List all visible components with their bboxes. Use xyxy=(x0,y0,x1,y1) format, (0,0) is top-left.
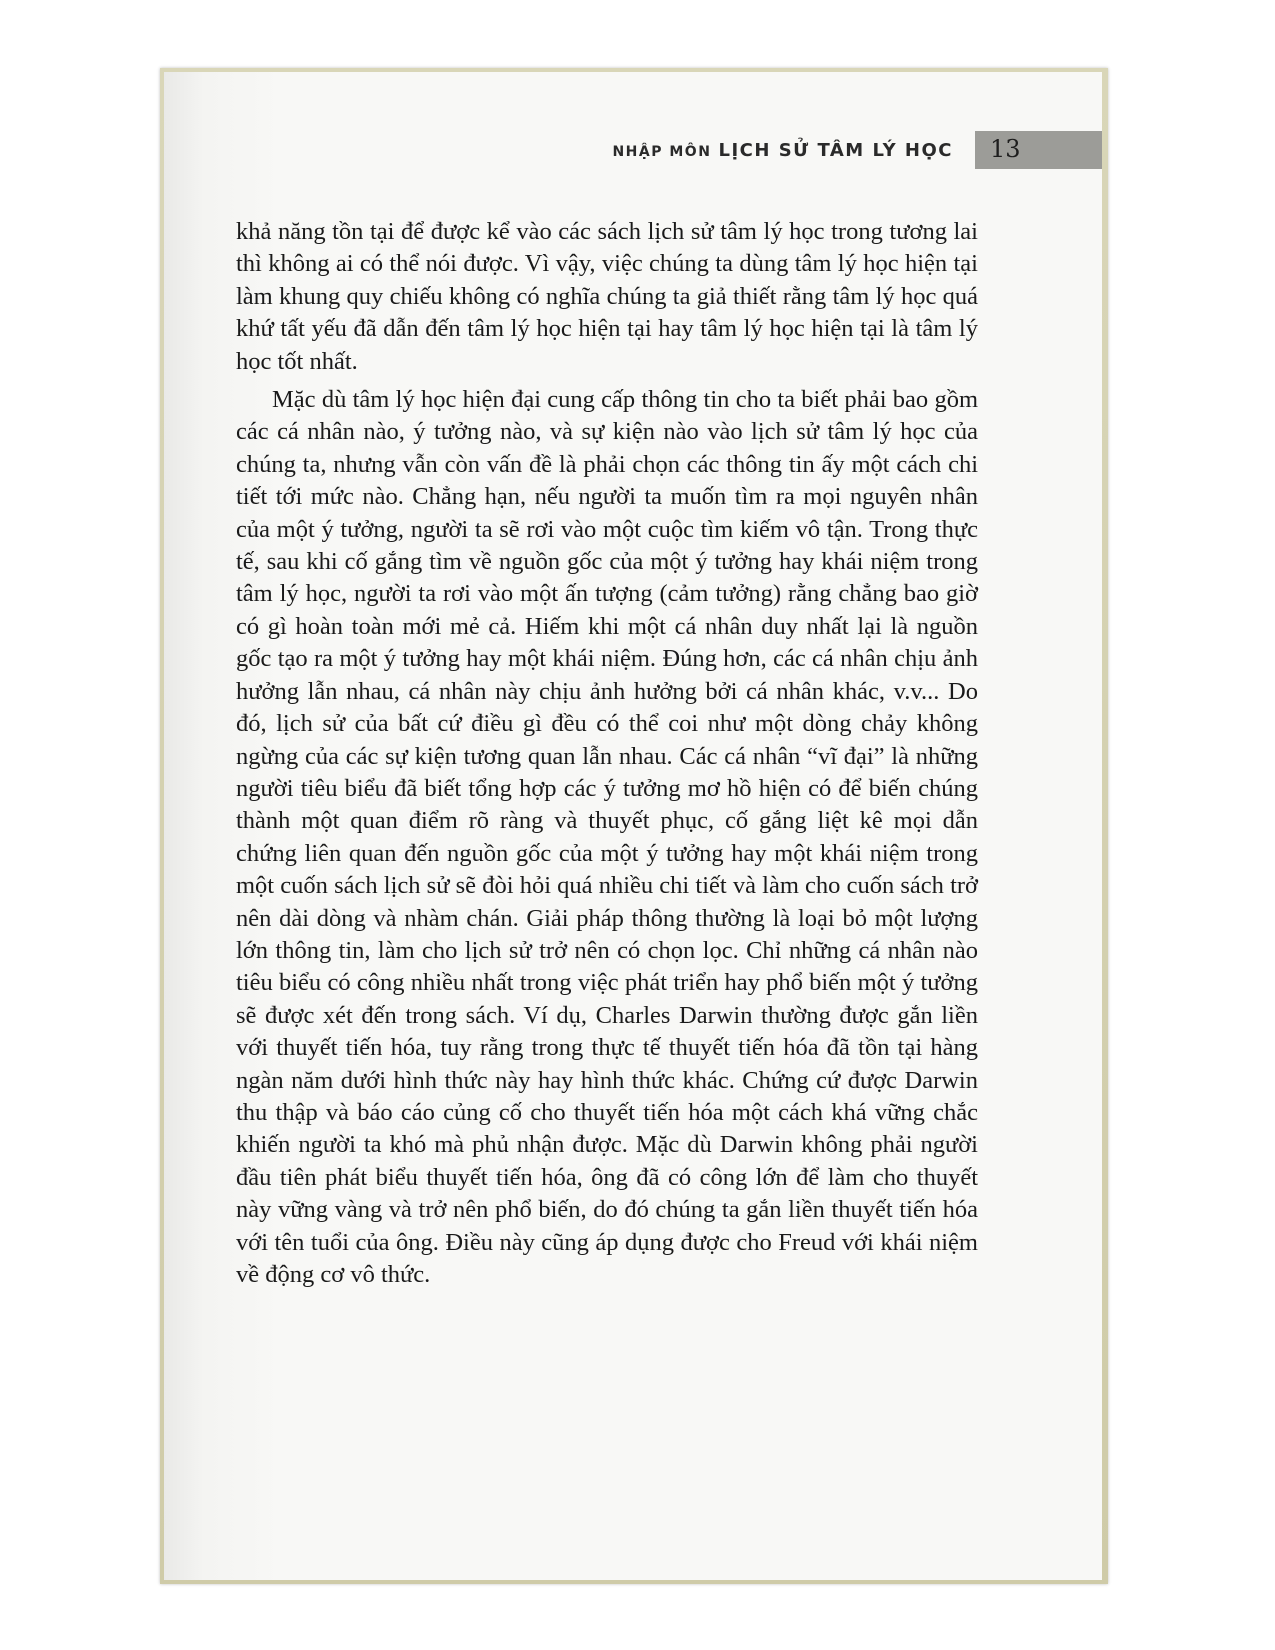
page-number: 13 xyxy=(990,135,1021,163)
body-text xyxy=(236,216,978,1291)
header-title-small: NHẬP MÔN xyxy=(612,144,712,160)
paragraph-1: khả năng tồn tại để được kể vào các sách lịch sử tâm lý học trong tương lai thì không ai có thể nói được. Vì vậy, việc chúng ta dùng tâm lý học hiện tại làm khung quy chiếu không có nghĩa chúng ta giả thiết rằng tâm lý học quá khứ tất yếu đã dẫn đến tâm lý học hiện tại hay tâm lý học hiện tại là tâm lý học tốt nhất. xyxy=(236,218,978,375)
paragraph-2: Mặc dù tâm lý học hiện đại cung cấp thông tin cho ta biết phải bao gồm các cá nhân nào, ý tưởng nào, và sự kiện nào vào lịch sử tâm lý học của chúng ta, nhưng vẫn còn vấn đề là phải chọn các thông tin ấy một cách chi tiết tới mức nào. Chẳng hạn, nếu người ta muốn tìm ra mọi nguyên nhân của một ý tưởng, người ta sẽ rơi vào một cuộc tìm kiếm vô tận. Trong thực tế, sau khi cố gắng tìm về nguồn gốc của một ý tưởng hay khái niệm trong tâm lý học, người ta rơi vào một ấn tượng (cảm tưởng) rằng chẳng bao giờ có gì hoàn toàn mới mẻ cả. Hiếm khi một cá nhân duy nhất lại là nguồn gốc tạo ra một ý tưởng hay một khái niệm. Đúng hơn, các cá nhân chịu ảnh hưởng lẫn nhau, cá nhân này chịu ảnh hưởng bởi cá nhân khác, v.v... Do đó, lịch sử của bất cứ điều gì đều có thể coi như một dòng chảy không ngừng của các sự kiện tương quan lẫn nhau. Các cá nhân “vĩ đại” là những người tiêu biểu đã biết tổng hợp các ý tưởng mơ hồ hiện có để biến chúng thành một quan điểm rõ ràng và thuyết phục, cố gắng liệt kê mọi dẫn chứng liên quan đến nguồn gốc của một ý tưởng hay một khái niệm trong một cuốn sách lịch sử sẽ đòi hỏi quá nhiều chi tiết và làm cho cuốn sách trở nên dài dòng và nhàm chán. Giải pháp thông thường là loại bỏ một lượng lớn thông tin, làm cho lịch sử trở nên có chọn lọc. Chỉ những cá nhân nào tiêu biểu có công nhiều nhất trong việc phát triển hay phổ biến một ý tưởng sẽ được xét đến trong sách. Ví dụ, Charles Darwin thường được gắn liền với thuyết tiến hóa, tuy rằng trong thực tế thuyết tiến hóa đã tồn tại hàng ngàn năm dưới hình thức này hay hình thức khác. Chứng cứ được Darwin thu thập và báo cáo củng cố cho thuyết tiến hóa một cách khá vững chắc khiến người ta khó mà phủ nhận được. Mặc dù Darwin không phải người đầu tiên phát biểu thuyết tiến hóa, ông đã có công lớn để làm cho thuyết này vững vàng và trở nên phổ biến, do đó chúng ta gắn liền thuyết tiến hóa với tên tuổi của ông. Điều này cũng áp dụng được cho Freud với khái niệm về động cơ vô thức. xyxy=(236,386,978,1288)
running-header xyxy=(612,140,953,161)
header-title-big: LỊCH SỬ TÂM LÝ HỌC xyxy=(718,140,953,161)
